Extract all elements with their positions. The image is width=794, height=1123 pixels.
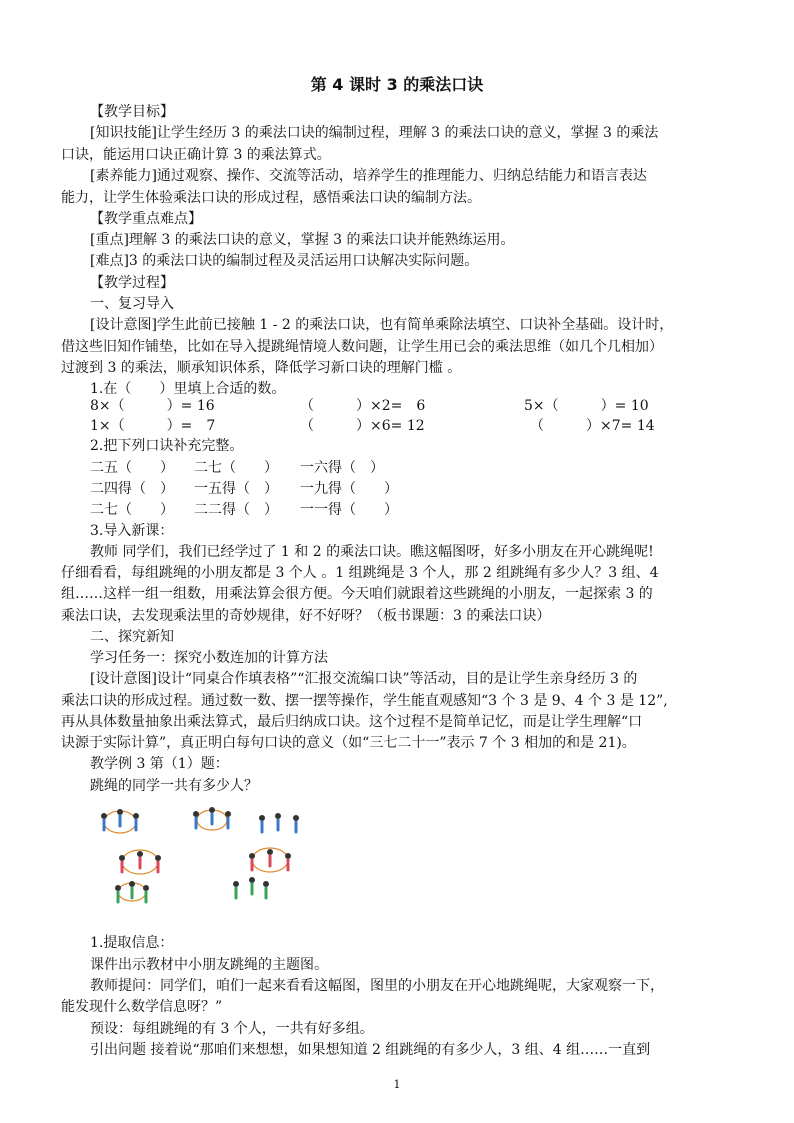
design-intent-2-cont3: 诀源于实际计算”，真正明白每句口诀的意义（如“三七二十一”表示 7 个 3 相加的和是 21)。 — [61, 735, 636, 751]
key-heading: 【教学重点难点】 — [90, 211, 202, 227]
preset-answer: 预设：每组跳绳的有 3 个人，一共有好多组。 — [90, 1021, 374, 1037]
intro-paragraph-cont: 仔细看看，每组跳绳的小朋友都是 3 个人 。1 组跳绳是 3 个人，那 2 组跳绳有多少人？3 组、4 — [61, 565, 659, 581]
extract-heading: 1.提取信息： — [90, 935, 174, 951]
goal-heading: 【教学目标】 — [90, 104, 174, 120]
q2-item: 一六得（ ） — [300, 460, 384, 476]
task-1-heading: 学习任务一：探究小数连加的计算方法 — [90, 650, 328, 666]
design-intent-2-cont: 乘法口诀的形成过程。通过数一数、摆一摆等操作，学生能直观感知“3 个 3 是 9、4 个 3 是 12”, — [61, 693, 668, 709]
jump-rope-illustration — [90, 800, 330, 912]
key-point: [重点]理解 3 的乘法口诀的意义，掌握 3 的乘法口诀并能熟练运用。 — [90, 232, 515, 248]
intro-paragraph-cont3: 乘法口诀，去发现乘法里的奇妙规律，好不好呀？（板书课题：3 的乘法口诀） — [61, 608, 551, 624]
extract-line-1: 课件出示教材中小朋友跳绳的主题图。 — [90, 957, 328, 973]
design-intent-1-cont: 借这些旧知作铺垫，比如在导入提跳绳情境人数问题，让学生用已会的乘法思维（如几个几相加） — [61, 339, 663, 355]
q1-item: 8×（ ）= 16 — [90, 398, 215, 414]
goal-ability-line: [素养能力]通过观察、操作、交流等活动，培养学生的推理能力、归纳总结能力和语言表达 — [90, 168, 647, 184]
q2-item: 二七（ ） — [90, 502, 174, 518]
q2-item: 一九得（ ） — [300, 481, 398, 497]
design-intent-1: [设计意图]学生此前已接触 1 - 2 的乘法口诀，也有简单乘除法填空、口诀补全基础。设计时， — [90, 317, 674, 333]
q1-item: 1×（ ）= 7 — [90, 418, 216, 434]
process-heading: 【教学过程】 — [90, 275, 174, 291]
example-heading: 教学例 3 第（1）题： — [90, 756, 229, 772]
q2-item: 二五（ ） — [90, 460, 174, 476]
page-number: 1 — [393, 1078, 401, 1091]
intro-paragraph-cont2: 组……这样一组一组数，用乘法算会很方便。今天咱们就跟着这些跳绳的小朋友，一起探索 3 的 — [61, 586, 653, 602]
goal-knowledge-line: [知识技能]让学生经历 3 的乘法口诀的编制过程，理解 3 的乘法口诀的意义，掌握 3 的乘法 — [90, 125, 659, 141]
q2-item: 二七（ ） — [194, 460, 278, 476]
design-intent-2: [设计意图]设计“同桌合作填表格”“汇报交流编口诀”等活动，目的是让学生亲身经历 3 的 — [90, 671, 638, 687]
design-intent-1-cont2: 过渡到 3 的乘法，顺承知识体系，降低学习新口诀的理解门槛 。 — [61, 360, 462, 376]
goal-knowledge-line-cont: 口诀，能运用口诀正确计算 3 的乘法算式。 — [61, 147, 331, 163]
explore-heading: 二、探究新知 — [90, 629, 174, 645]
q2-item: 一五得（ ） — [194, 481, 278, 497]
q2-item: 二四得（ ） — [90, 481, 174, 497]
q1-item: （ ）×7= 14 — [530, 418, 655, 434]
review-heading: 一、复习导入 — [90, 296, 174, 312]
intro-paragraph: 教师 同学们，我们已经学过了 1 和 2 的乘法口诀。瞧这幅图呀，好多小朋友在开心跳绳呢! — [90, 544, 654, 560]
q1-item: （ ）×2= 6 — [300, 398, 426, 414]
q1-item: （ ）×6= 12 — [300, 418, 425, 434]
q2-item: 二二得（ ） — [194, 502, 278, 518]
teacher-question-cont: 能发现什么数学信息呀？” — [61, 999, 223, 1015]
question-1-heading: 1.在（ ）里填上合适的数。 — [90, 381, 286, 397]
design-intent-2-cont2: 再从具体数量抽象出乘法算式，最后归纳成口诀。这个过程不是简单记忆，而是让学生理解“口 — [61, 714, 643, 730]
teacher-question: 教师提问：同学们，咱们一起来看看这幅图，图里的小朋友在开心地跳绳呢，大家观察一下， — [90, 978, 664, 994]
q1-item: 5×（ ）= 10 — [524, 398, 649, 414]
example-question: 跳绳的同学一共有多少人？ — [90, 778, 258, 794]
lead-question: 引出问题 接着说“那咱们来想想，如果想知道 2 组跳绳的有多少人，3 组、4 组……一直到 — [90, 1042, 651, 1058]
page-title: 第 4 课时 3 的乘法口诀 — [310, 75, 484, 94]
q2-item: 一一得（ ） — [300, 502, 398, 518]
goal-ability-line-cont: 能力，让学生体验乘法口诀的形成过程，感悟乘法口诀的编制方法。 — [61, 190, 481, 206]
difficult-point: [难点]3 的乘法口诀的编制过程及灵活运用口诀解决实际问题。 — [90, 253, 479, 269]
question-2-heading: 2.把下列口诀补充完整。 — [90, 438, 244, 454]
question-3-heading: 3.导入新课： — [90, 523, 174, 539]
